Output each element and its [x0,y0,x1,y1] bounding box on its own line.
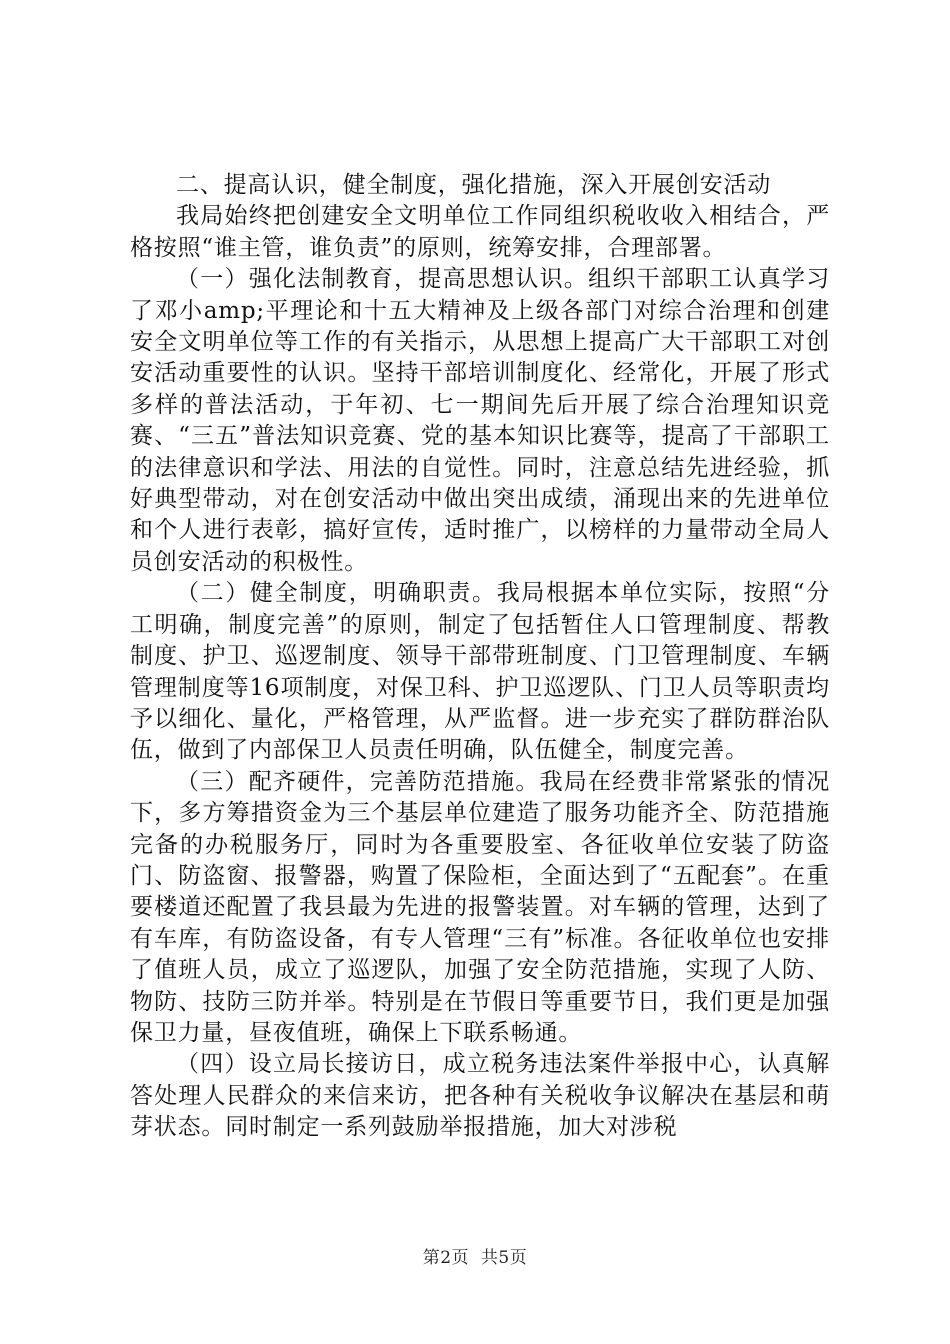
page-footer [0,1243,950,1268]
page-number: 第2页 共5页 [422,1248,528,1268]
paragraph-item-2: （二）健全制度，明确职责。我局根据本单位实际，按照“分工明确，制度完善”的原则，制定了包括暂住人口管理制度、帮教制度、护卫、巡逻制度、领导干部带班制度、门卫管理制度、车辆管理制度等16项制度，对保卫科、护卫巡逻队、门卫人员等职责均予以细化、量化，严格管理，从严监督。进一步充实了群防群治队伍，做到了内部保卫人员责任明确，队伍健全，制度完善。 [130,580,830,764]
document-body [130,170,830,1144]
paragraph-item-4: （四）设立局长接访日，成立税务违法案件举报中心，认真解答处理人民群众的来信来访，把各种有关税收争议解决在基层和萌芽状态。同时制定一系列鼓励举报措施，加大对涉税 [130,1051,830,1141]
paragraph-intro: 我局始终把创建安全文明单位工作同组织税收收入相结合，严格按照“谁主管，谁负责”的原则，统筹安排，合理部署。 [130,203,830,261]
paragraph-item-3: （三）配齐硬件，完善防范措施。我局在经费非常紧张的情况下，多方筹措资金为三个基层单位建造了服务功能齐全、防范措施完备的办税服务厅，同时为各重要股室、各征收单位安装了防盗门、防盗窗、报警器，购置了保险柜，全面达到了“五配套”。在重要楼道还配置了我县最为先进的报警装置。对车辆的管理，达到了有车库，有防盗设备，有专人管理“三有”标准。各征收单位也安排了值班人员，成立了巡逻队，加强了安全防范措施，实现了人防、物防、技防三防并举。特别是在节假日等重要节日，我们更是加强保卫力量，昼夜值班，确保上下联系畅通。 [130,768,830,1046]
section-heading: 二、提高认识，健全制度，强化措施，深入开展创安活动 [176,172,771,198]
paragraph-item-1: （一）强化法制教育，提高思想认识。组织干部职工认真学习了邓小amp;平理论和十五大精神及上级各部门对综合治理和创建安全文明单位等工作的有关指示，从思想上提高广大干部职工对创安活动重要性的认识。坚持干部培训制度化、经常化，开展了形式多样的普法活动，于年初、七一期间先后开展了综合治理知识竞赛、“三五”普法知识竞赛、党的基本知识比赛等，提高了干部职工的法律意识和学法、用法的自觉性。同时，注意总结先进经验，抓好典型带动，对在创安活动中做出突出成绩，涌现出来的先进单位和个人进行表彰，搞好宣传，适时推广，以榜样的力量带动全局人员创安活动的积极性。 [130,266,830,575]
